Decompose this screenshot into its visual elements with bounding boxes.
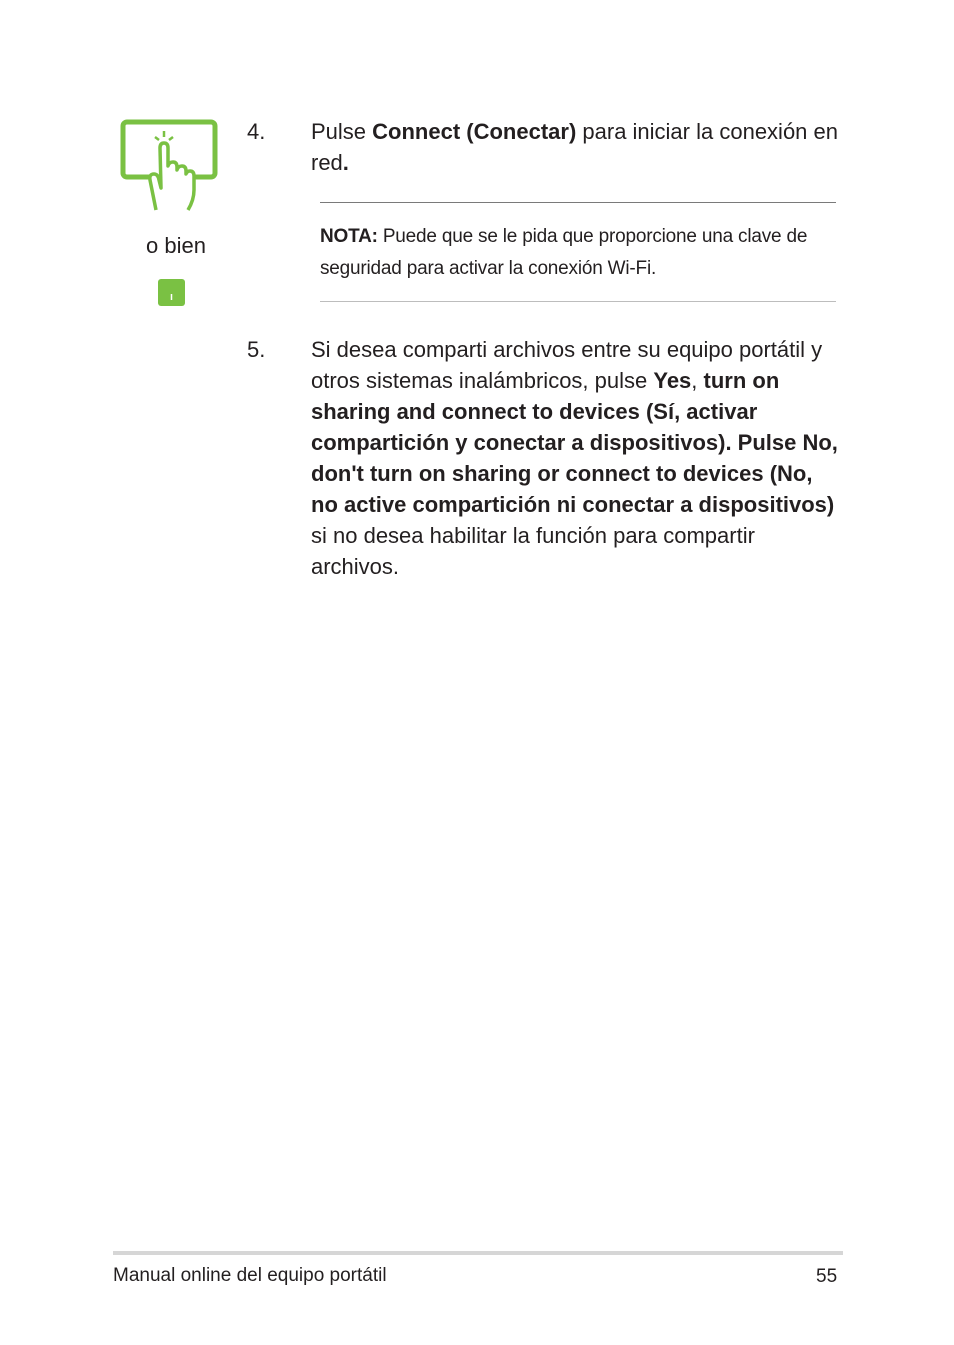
step-number: 4. xyxy=(247,119,266,144)
bold-term: . xyxy=(342,150,349,175)
tap-screen-icon xyxy=(120,118,220,212)
note-divider-bottom xyxy=(320,301,836,302)
step-text xyxy=(311,116,841,178)
or-label: o bien xyxy=(146,233,206,258)
note-label: NOTA: xyxy=(320,226,378,247)
page-number: 55 xyxy=(816,1266,838,1287)
bold-term: Yes xyxy=(653,368,692,393)
step-text-part: Si desea comparti archivos entre su equipo portátil y otros sistemas inalámbricos, pulse xyxy=(311,337,823,393)
step-text-part: para iniciar la conexión en red xyxy=(311,119,838,175)
step-text xyxy=(311,334,841,582)
footer-title: Manual online del equipo portátil xyxy=(113,1265,387,1286)
step-text-part: Pulse xyxy=(311,119,373,144)
step-text-part: si no desea habilitar la función para compartir archivos. xyxy=(311,523,755,579)
windows-key-icon xyxy=(158,279,185,306)
bold-term: turn on sharing and connect to devices (Sí, activar compartición y conectar a dispositivos). Pulse No, don't turn on sharing or connect to devices (No, no active compartición ni conectar a dispositivos) xyxy=(311,368,838,517)
step-text-part: , xyxy=(691,368,704,393)
note-divider-top xyxy=(320,202,836,203)
note-box xyxy=(320,221,840,285)
footer-divider xyxy=(113,1251,843,1255)
bold-term: Connect (Conectar) xyxy=(372,119,577,144)
step-number: 5. xyxy=(247,337,266,362)
note-text: Puede que se le pida que proporcione una clave de seguridad para activar la conexión Wi-Fi. xyxy=(320,226,808,279)
